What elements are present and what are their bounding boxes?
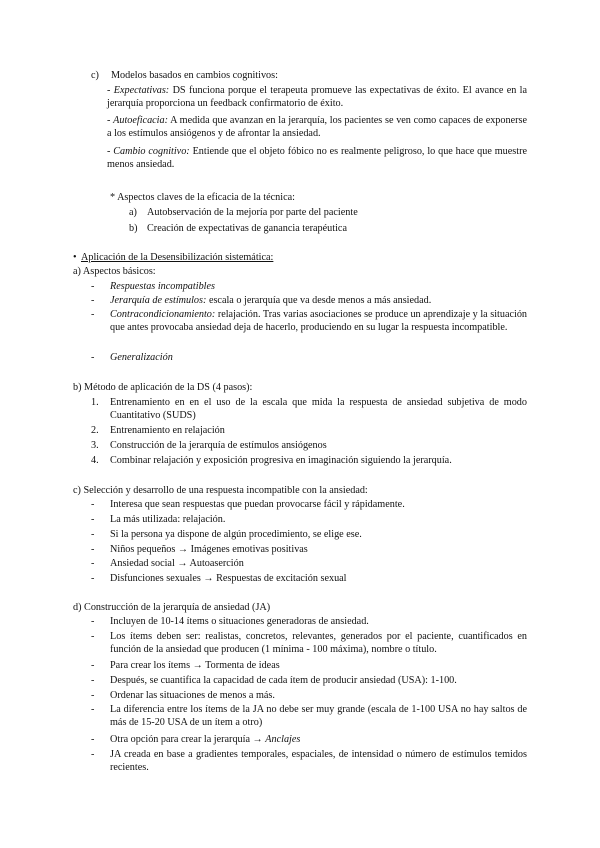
aspects-title: * Aspectos claves de la eficacia de la técnica:	[110, 192, 295, 203]
list-item: La diferencia entre los ítems de la JA no debe ser muy grande (escala de 1-100 USA no hay saltos de más de 15-20 USA de un ítem a otro)	[110, 704, 527, 729]
list-item: La más utilizada: relajación.	[110, 514, 226, 525]
list-item: Entrenamiento en relajación	[110, 425, 225, 436]
list-marker: a)	[129, 207, 137, 218]
list-number: 4.	[91, 455, 99, 466]
list-item: Otra opción para crear la jerarquía → Anclajes	[110, 734, 301, 745]
list-number: 1.	[91, 397, 99, 408]
section-heading: Aplicación de la Desensibilización sistemática:	[81, 252, 274, 263]
term: Expectativas:	[113, 85, 170, 96]
term: Autoeficacia:	[113, 115, 169, 126]
list-item: Para crear los ítems → Tormenta de ideas	[110, 660, 280, 671]
cog-item-expectativas: - Expectativas: DS funciona porque el terapeuta promueve las expectativas de éxito. El avance en la jerarquía proporciona un feedback confirmatorio de éxito.	[107, 85, 528, 110]
list-item: Después, se cuantifica la capacidad de cada ítem de producir ansiedad (USA): 1-100.	[110, 675, 457, 686]
list-item: Generalización	[110, 352, 173, 363]
section-title: Modelos basados en cambios cognitivos:	[111, 70, 278, 81]
list-item: Ansiedad social → Autoaserción	[110, 558, 244, 569]
list-item: Si la persona ya dispone de algún procedimiento, se elige ese.	[110, 529, 362, 540]
aspect-item: Creación de expectativas de ganancia terapéutica	[147, 223, 347, 234]
dash: -	[91, 295, 95, 306]
dash: -	[91, 558, 95, 569]
list-item: Disfunciones sexuales → Respuestas de excitación sexual	[110, 573, 347, 584]
list-item: Respuestas incompatibles	[110, 281, 215, 292]
cog-item-autoeficacia: - Autoeficacia: A medida que avanzan en la jerarquía, los pacientes se ven como capaces de exponerse a los estímulos ansiógenos y de afrontar la ansiedad.	[107, 115, 527, 140]
dash: -	[91, 704, 95, 715]
list-item: Incluyen de 10-14 ítems o situaciones generadoras de ansiedad.	[110, 616, 369, 627]
dash: -	[91, 544, 95, 555]
list-item: Ordenar las situaciones de menos a más.	[110, 690, 275, 701]
subsection-title: b) Método de aplicación de la DS (4 pasos):	[73, 382, 253, 393]
dash: -	[91, 499, 95, 510]
dash: -	[91, 352, 95, 363]
list-number: 3.	[91, 440, 99, 451]
list-item: Construcción de la jerarquía de estímulos ansiógenos	[110, 440, 327, 451]
dash: -	[91, 675, 95, 686]
dash: -	[91, 660, 95, 671]
list-marker: c)	[91, 70, 99, 81]
list-item: Jerarquía de estímulos: escala o jerarquía que va desde menos a más ansiedad.	[110, 295, 432, 306]
list-item: Los ítems deben ser: realistas, concretos, relevantes, generados por el paciente, cuantificados en función de la ansiedad que producen (1 mínima - 100 máxima), nombre o título.	[110, 631, 527, 656]
subsection-title: c) Selección y desarrollo de una respuesta incompatible con la ansiedad:	[73, 485, 368, 496]
subsection-title: a) Aspectos básicos:	[73, 266, 156, 277]
dash: -	[91, 573, 95, 584]
subsection-title: d) Construcción de la jerarquía de ansiedad (JA)	[73, 602, 271, 613]
dash: -	[91, 631, 95, 642]
dash: -	[91, 514, 95, 525]
bullet: •	[73, 252, 77, 263]
dash: -	[91, 749, 95, 760]
dash: -	[91, 309, 95, 320]
term: Cambio cognitivo:	[113, 146, 190, 157]
aspect-item: Autobservación de la mejoría por parte del paciente	[147, 207, 358, 218]
list-item: Contracondicionamiento: relajación. Tras varias asociaciones se produce un aprendizaje y la situación que antes provocaba ansiedad deja de hacerlo, produciendo en su lugar la respuesta incompatible.	[110, 309, 528, 334]
list-item: Entrenamiento en en el uso de la escala que mida la respuesta de ansiedad subjetiva de modo Cuantitativo (SUDS)	[110, 397, 527, 422]
list-item: Niños pequeños → Imágenes emotivas positivas	[110, 544, 308, 555]
list-item: JA creada en base a gradientes temporales, espaciales, de intensidad o número de estímulos temidos recientes.	[110, 749, 527, 774]
dash: -	[91, 281, 95, 292]
dash: -	[91, 690, 95, 701]
dash: -	[91, 529, 95, 540]
list-item: Interesa que sean respuestas que puedan provocarse fácil y rápidamente.	[110, 499, 405, 510]
list-marker: b)	[129, 223, 138, 234]
dash: -	[91, 734, 95, 745]
cog-item-cambio-cognitivo: - Cambio cognitivo: Entiende que el objeto fóbico no es realmente peligroso, lo que hace que muestre menos ansiedad.	[107, 146, 527, 171]
list-item: Combinar relajación y exposición progresiva en imaginación siguiendo la jerarquía.	[110, 455, 452, 466]
list-number: 2.	[91, 425, 99, 436]
dash: -	[91, 616, 95, 627]
